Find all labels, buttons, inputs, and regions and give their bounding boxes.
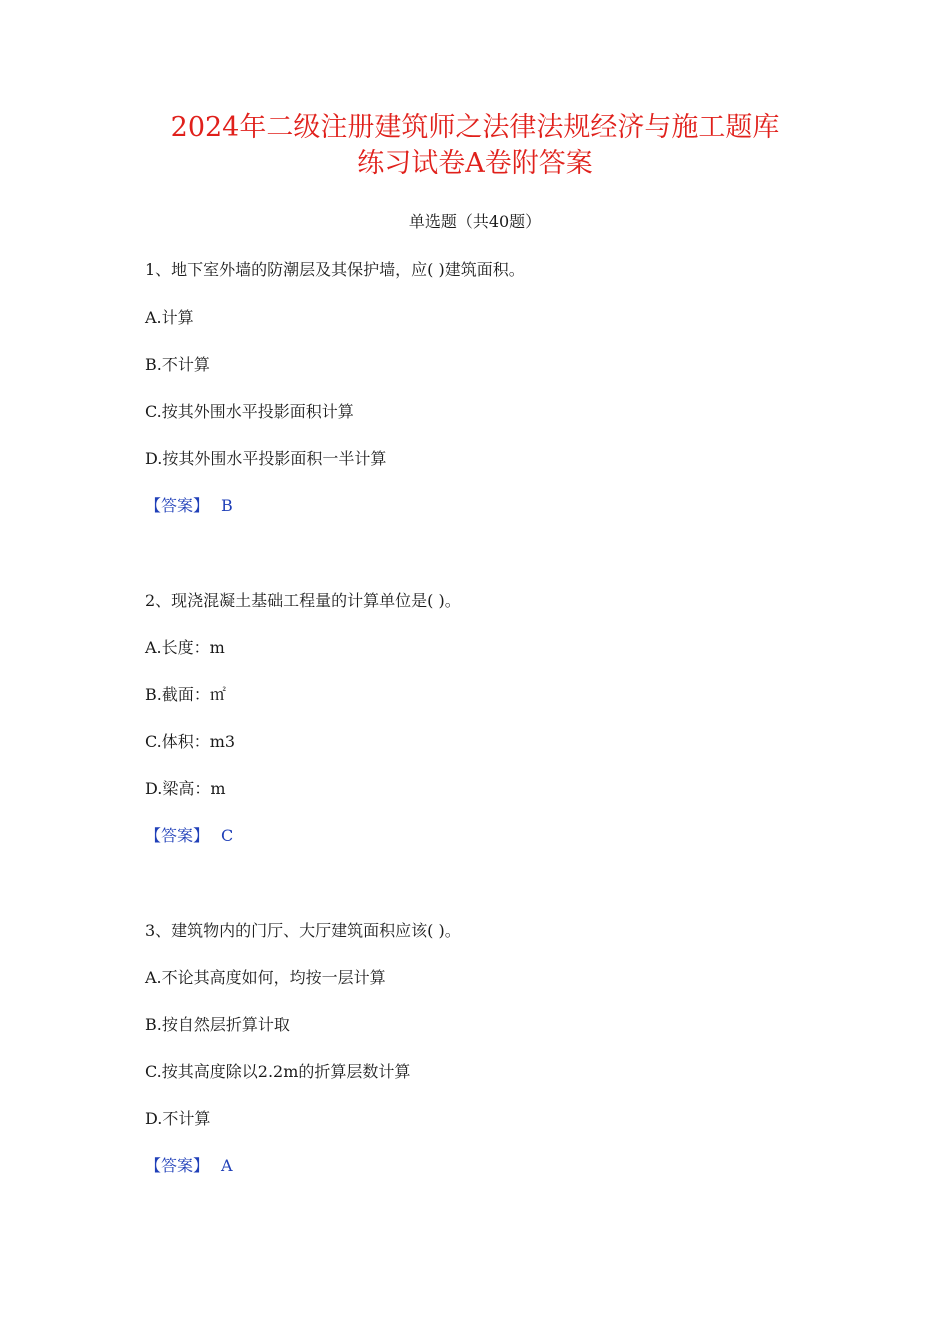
option-a: A.不论其高度如何，均按一层计算 [145,968,386,987]
answer-line [145,1154,233,1178]
answer-label: 【答案】 [145,496,210,515]
answer-line [145,824,233,848]
option-d: D.按其外围水平投影面积一半计算 [145,449,387,468]
answer-value: C [221,826,234,845]
option-c: C.按其外围水平投影面积计算 [145,402,354,421]
option-a: A.计算 [145,308,194,327]
question-stem: 1、地下室外墙的防潮层及其保护墙，应( )建筑面积。 [145,260,525,279]
answer-value: A [221,1156,233,1175]
question-stem: 3、建筑物内的门厅、大厅建筑面积应该( )。 [145,921,461,940]
option-b: B.按自然层折算计取 [145,1015,290,1034]
option-c: C.体积：m3 [145,732,236,751]
answer-label: 【答案】 [145,1156,210,1175]
document-title-line1: 2024年二级注册建筑师之法律法规经济与施工题库 [170,112,780,143]
option-d: D.不计算 [145,1109,211,1128]
document-title-line2: 练习试卷A卷附答案 [357,148,593,179]
option-b: B.不计算 [145,355,210,374]
answer-line [145,494,233,518]
section-heading: 单选题（共40题） [408,212,542,231]
answer-value: B [221,496,233,515]
option-c: C.按其高度除以2.2m的折算层数计算 [145,1062,411,1081]
answer-label: 【答案】 [145,826,210,845]
option-a: A.长度：m [145,638,225,657]
question-stem: 2、现浇混凝土基础工程量的计算单位是( )。 [145,591,461,610]
option-b: B.截面：㎡ [145,685,226,704]
option-d: D.梁高：m [145,779,226,798]
